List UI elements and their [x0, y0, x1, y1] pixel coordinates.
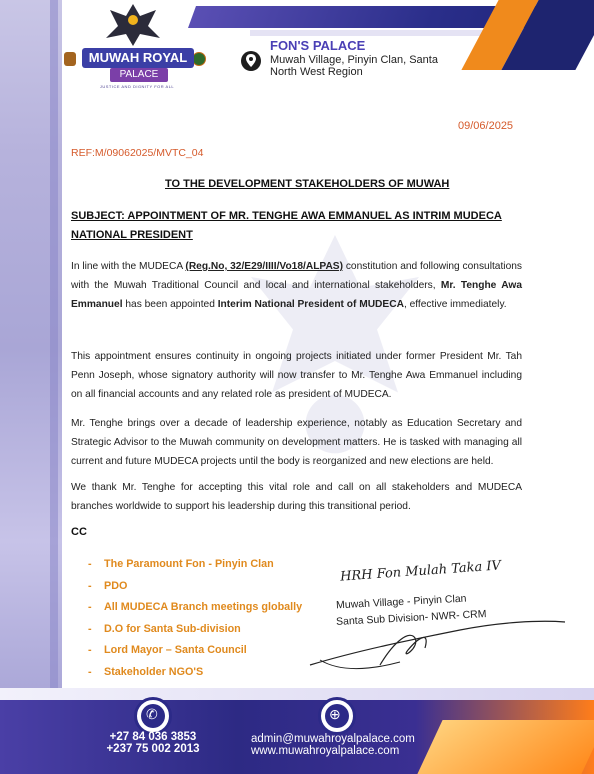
- cc-item-label: PDO: [104, 579, 128, 592]
- location-pin-icon: [240, 50, 262, 72]
- dash-icon: -: [88, 579, 92, 592]
- cc-item-label: Lord Mayor – Santa Council: [104, 644, 247, 656]
- p1-text-a: In line with the MUDECA: [71, 261, 186, 272]
- address-line-2: North West Region: [270, 66, 363, 78]
- cc-item-label: D.O for Santa Sub-division: [104, 622, 241, 635]
- footer-accent: [417, 720, 594, 774]
- paragraph-2: This appointment ensures continuity in ongoing projects initiated under former President Mr. Tah Penn Joseph, whose signatory authority will now transfer to Mr. Tenghe Awa Emmanuel including on all financial accounts and any related role as president of MUDECA.: [71, 351, 522, 400]
- addressee-heading: TO THE DEVELOPMENT STAKEHOLDERS OF MUWAH: [165, 178, 450, 190]
- left-band-accent: [50, 0, 58, 774]
- cc-label: CC: [71, 526, 87, 538]
- phone-numbers: [103, 731, 203, 755]
- appointee-role: Interim National President of MUDECA: [217, 299, 404, 310]
- website-link[interactable]: www.muwahroyalpalace.com: [251, 745, 400, 757]
- list-item: [88, 579, 302, 601]
- palace-address: [270, 54, 460, 78]
- p1-text-d: , effective immediately.: [403, 299, 507, 310]
- signatory-name: HRH Fon Mulah Taka IV: [339, 558, 502, 585]
- reference-number: REF:M/09062025/MVTC_04: [71, 147, 204, 159]
- phone-2: +237 75 002 2013: [106, 743, 200, 755]
- fruit-icon: [192, 52, 206, 66]
- dash-icon: -: [88, 622, 92, 635]
- subject-line: SUBJECT: APPOINTMENT OF MR. TENGHE AWA EMMANUEL AS INTRIM MUDECA NATIONAL PRESIDENT: [71, 210, 502, 241]
- logo-name: MUWAH ROYAL: [82, 48, 194, 68]
- paragraph-4: We thank Mr. Tenghe for accepting this vital role and call on all stakeholders and MUDECA branches worldwide to support his leadership during this transitional period.: [71, 482, 522, 512]
- list-item: [88, 643, 302, 665]
- address-line-1: Muwah Village, Pinyin Clan, Santa: [270, 54, 438, 66]
- cc-item-label: The Paramount Fon - Pinyin Clan: [104, 558, 274, 570]
- dash-icon: -: [88, 601, 92, 613]
- email-link[interactable]: admin@muwahroyalpalace.com: [251, 733, 415, 745]
- phone-icon: ✆: [134, 697, 172, 735]
- p1-text-c: has been appointed: [122, 299, 218, 310]
- dash-icon: -: [88, 644, 92, 656]
- web-contacts: [251, 733, 421, 757]
- dash-icon: -: [88, 558, 92, 570]
- phone-1: +27 84 036 3853: [109, 731, 197, 743]
- eagle-crest-icon: [104, 0, 162, 46]
- cc-list: [88, 557, 302, 708]
- cc-item-label: All MUDECA Branch meetings globally: [104, 601, 303, 613]
- registration-number: (Reg.No, 32/E29/IIII/Vo18/ALPAS): [185, 261, 343, 272]
- dash-icon: -: [88, 665, 92, 678]
- paragraph-1: [71, 257, 522, 314]
- list-item: [88, 600, 302, 622]
- list-item: [88, 622, 302, 644]
- globe-icon: ⊕: [318, 697, 356, 735]
- list-item: [88, 557, 302, 579]
- appointee-name: Mr. Tenghe Awa Emmanuel: [71, 280, 522, 310]
- paragraph-3: Mr. Tenghe brings over a decade of leadership experience, notably as Education Secretary and Strategic Advisor to the Muwah community on development matters. He is tasked with managing all current and future MUDECA projects until the body is reorganized and new elections are held.: [71, 418, 522, 467]
- cc-item-label: Stakeholder NGO'S: [104, 665, 204, 678]
- signature-scribble: [300, 610, 570, 680]
- p1-text-b: constitution and following consultations with the Muwah Traditional Council and local and international stakeholders,: [71, 261, 522, 291]
- list-item: [88, 665, 302, 687]
- logo-motto: JUSTICE AND DIGNITY FOR ALL: [99, 84, 175, 89]
- palace-title: FON'S PALACE: [270, 38, 366, 53]
- logo-sub: PALACE: [110, 68, 168, 82]
- letter-date: 09/06/2025: [458, 120, 514, 132]
- signatory-line-1: Muwah Village - Pinyin Clan: [335, 592, 467, 612]
- signatory-line-2: Santa Sub Division- NWR- CRM: [335, 608, 487, 628]
- palace-logo: [64, 0, 202, 92]
- drum-icon: [64, 52, 76, 66]
